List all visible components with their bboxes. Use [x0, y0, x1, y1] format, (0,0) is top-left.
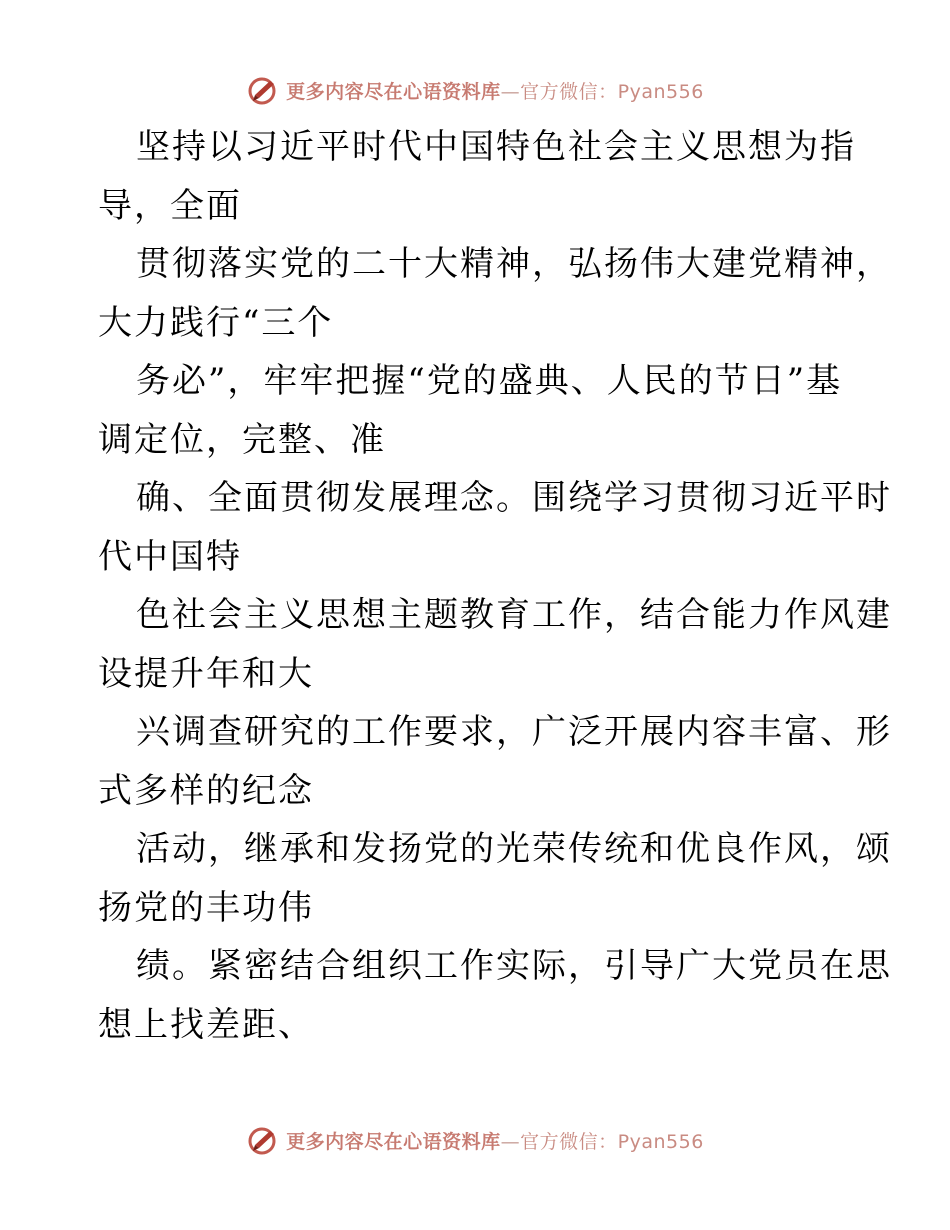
body-line: 绩。紧密结合组织工作实际，引导广大党员在思	[136, 946, 892, 986]
watermark-brand: 更多内容尽在心语资料库	[286, 1130, 501, 1153]
watermark-contact: 官方微信：Pyan556	[520, 80, 704, 103]
pen-logo-icon	[246, 73, 280, 107]
header-watermark-banner	[0, 70, 950, 110]
watermark-text	[286, 77, 704, 104]
body-line: 调定位，完整、准	[98, 419, 386, 460]
watermark-separator: —	[500, 80, 521, 103]
watermark-separator: —	[500, 1130, 521, 1153]
body-line: 兴调查研究的工作要求，广泛开展内容丰富、形	[136, 712, 892, 752]
body-line: 务必”，牢牢把握“党的盛典、人民的节日”基	[136, 361, 843, 401]
pen-logo-icon	[246, 1123, 280, 1157]
body-line: 确、全面贯彻发展理念。围绕学习贯彻习近平时	[136, 478, 892, 518]
body-line: 大力践行“三个	[98, 302, 334, 343]
footer-watermark-banner	[0, 1120, 950, 1160]
body-line: 活动，继承和发扬党的光荣传统和优良作风，颂	[136, 829, 892, 869]
body-line: 色社会主义思想主题教育工作，结合能力作风建	[136, 595, 892, 635]
body-line: 坚持以习近平时代中国特色社会主义思想为指	[136, 127, 856, 167]
document-body	[98, 118, 892, 1054]
watermark-brand: 更多内容尽在心语资料库	[286, 80, 501, 103]
body-line: 式多样的纪念	[98, 770, 314, 811]
body-line: 导，全面	[98, 185, 242, 226]
body-line: 代中国特	[98, 536, 242, 577]
body-line: 贯彻落实党的二十大精神，弘扬伟大建党精神，	[136, 244, 892, 284]
body-line: 扬党的丰功伟	[98, 887, 314, 928]
body-line: 设提升年和大	[98, 653, 314, 694]
watermark-contact: 官方微信：Pyan556	[520, 1130, 704, 1153]
body-line: 想上找差距、	[98, 1004, 314, 1045]
watermark-text	[286, 1127, 704, 1154]
